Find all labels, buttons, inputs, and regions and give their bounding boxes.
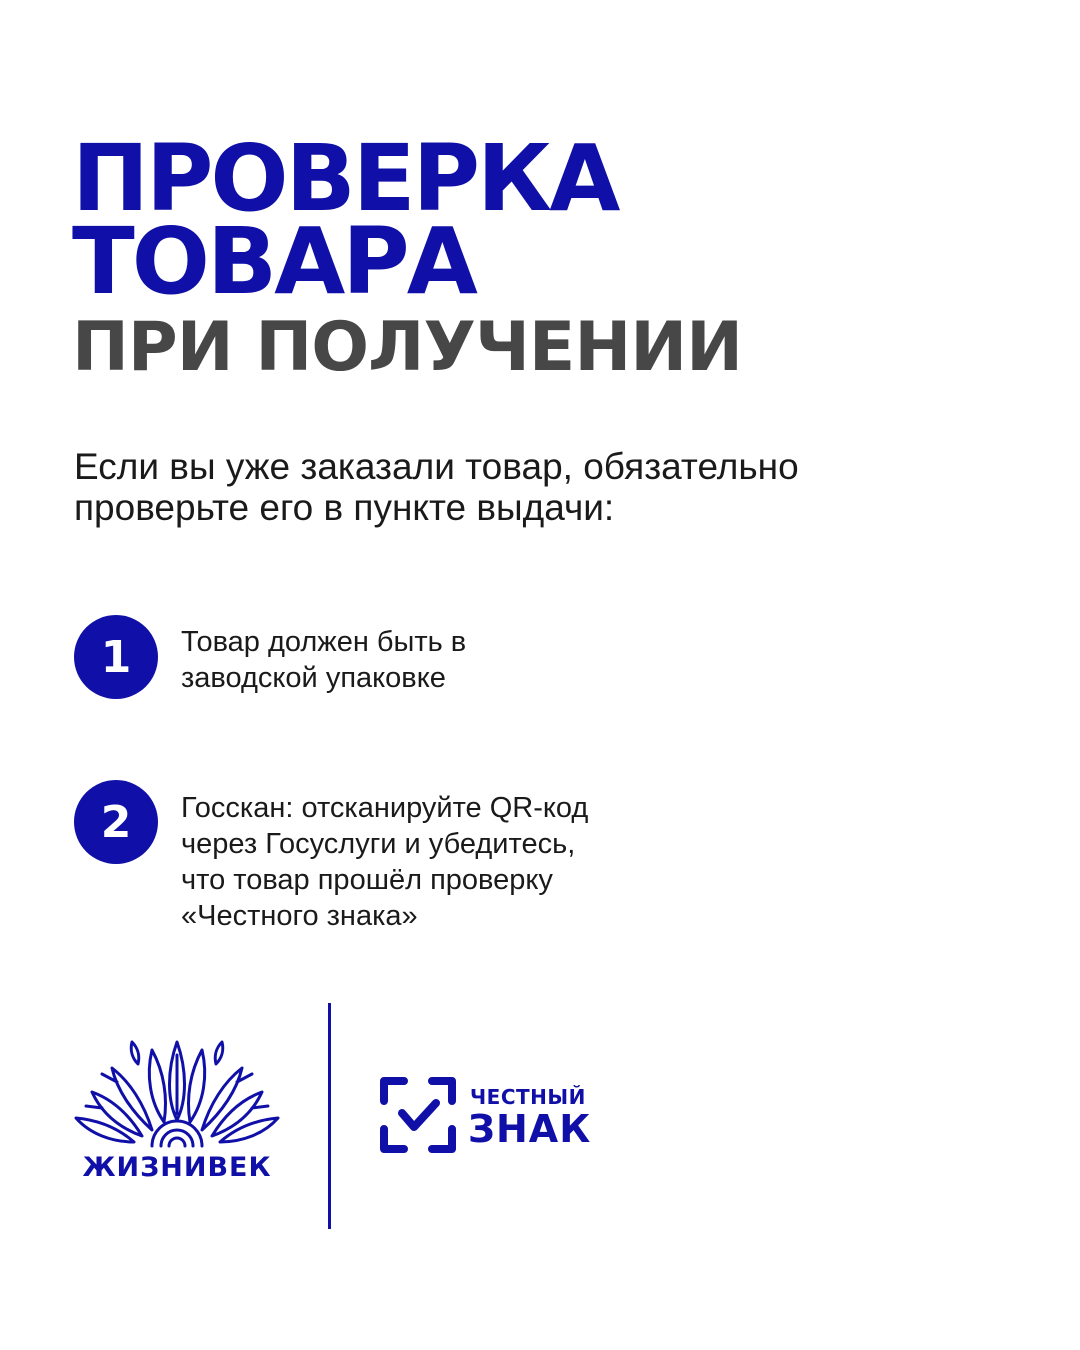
step-1-number-badge: 1 [74, 615, 158, 699]
step-1-line-1: Товар должен быть в [181, 626, 467, 658]
step-2-line-4: «Честного знака» [181, 900, 418, 932]
step-2-line-2: через Госуслуги и убедитесь, [181, 828, 576, 860]
chestny-znak-logo-big-text: ЗНАК [468, 1107, 592, 1151]
chestny-znak-logo-small-text: ЧЕСТНЫЙ [470, 1085, 586, 1109]
step-2-text [181, 790, 588, 934]
step-2-line-1: Госскан: отсканируйте QR-код [181, 792, 589, 824]
logo-divider [328, 1003, 331, 1229]
sunburst-leaves-logo-icon [72, 1030, 282, 1150]
zhiznivek-logo-text: ЖИЗНИВЕК [82, 1152, 272, 1183]
step-2-line-3: что товар прошёл проверку [181, 864, 553, 896]
headline-line-1: ПРОВЕРКА [72, 125, 618, 232]
zhiznivek-logo [72, 1030, 282, 1185]
intro-line-1: Если вы уже заказали товар, обязательно [74, 446, 799, 487]
scan-frame-check-icon [378, 1075, 458, 1155]
headline-subtitle: ПРИ ПОЛУЧЕНИИ [72, 308, 743, 387]
intro-text [74, 446, 799, 528]
step-1-text [181, 624, 466, 696]
chestny-znak-logo [378, 1075, 618, 1155]
intro-line-2: проверьте его в пункте выдачи: [74, 487, 615, 528]
headline-line-2: ТОВАРА [72, 208, 475, 315]
step-1-line-2: заводской упаковке [181, 662, 446, 694]
step-2-number-badge: 2 [74, 780, 158, 864]
